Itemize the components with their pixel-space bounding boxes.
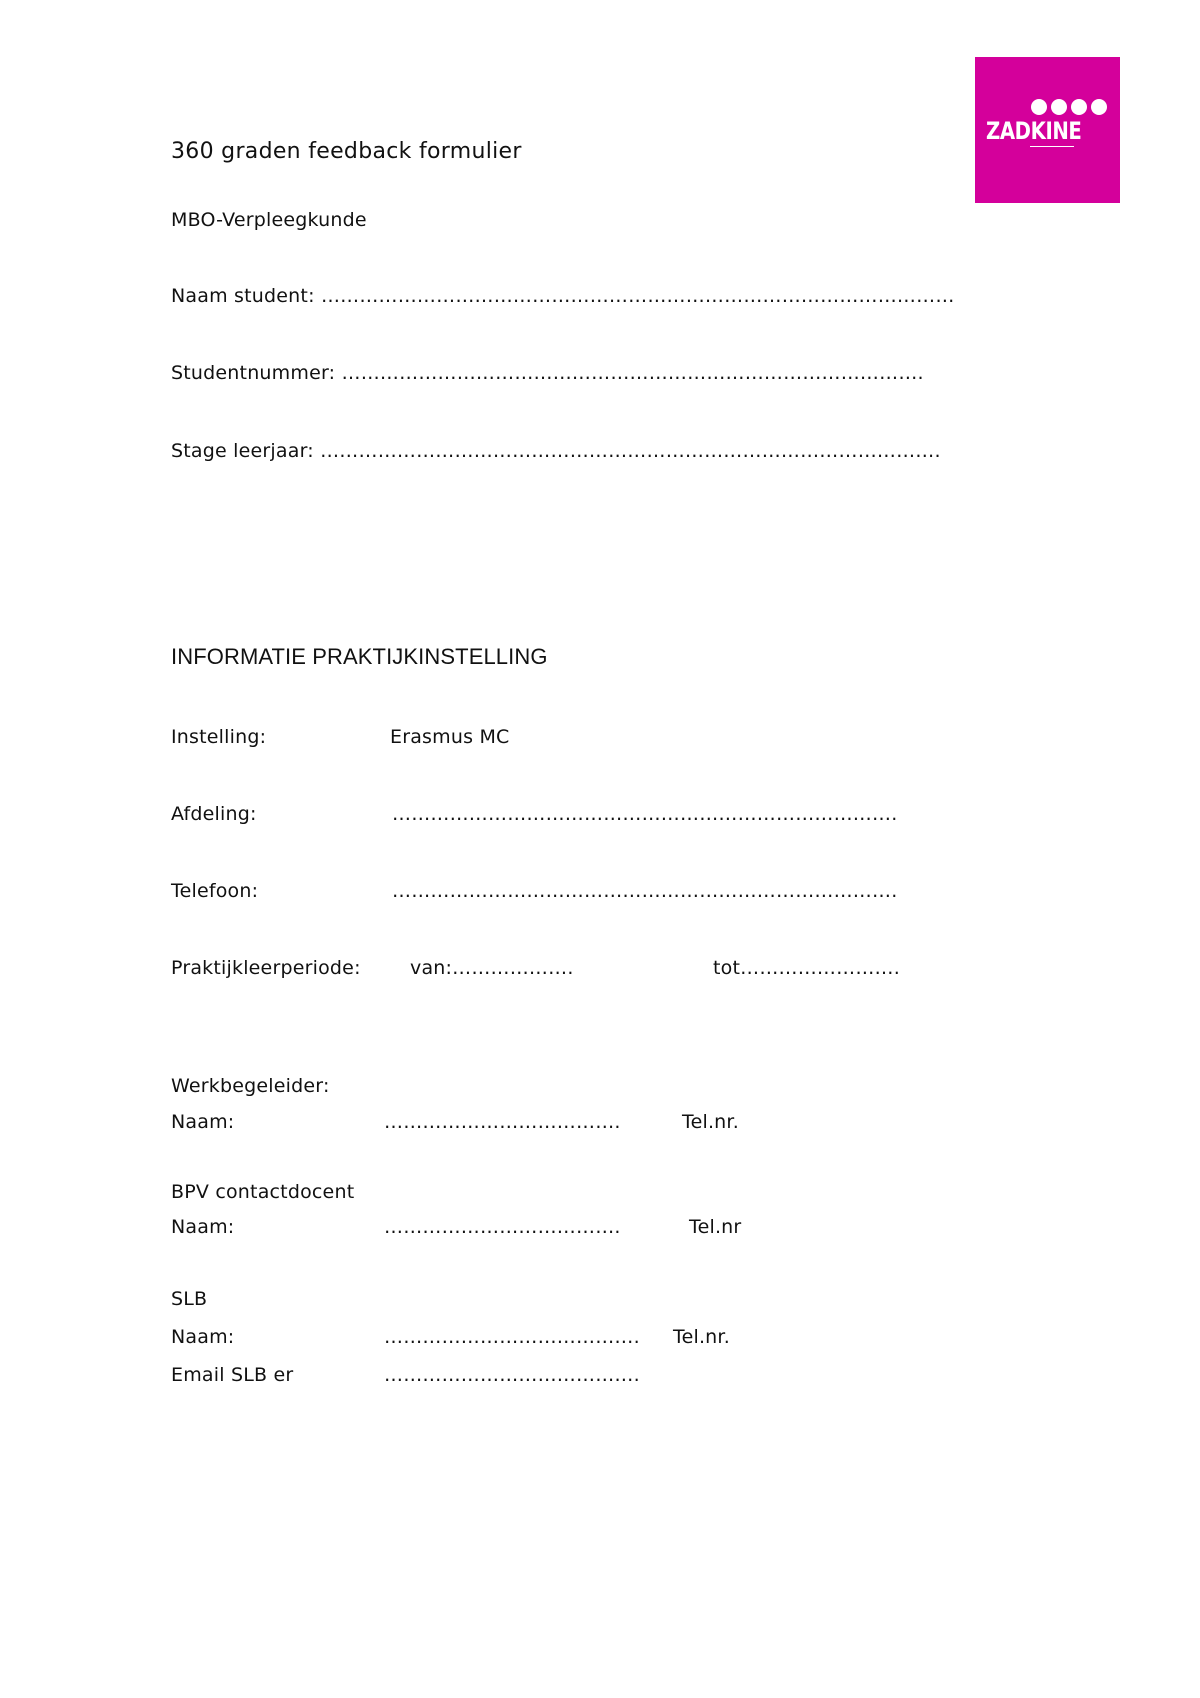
logo-underline [1030,146,1074,147]
section-heading: INFORMATIE PRAKTIJKINSTELLING [171,644,548,669]
zadkine-logo [975,57,1120,203]
werkbegeleider-naam-dots[interactable]: ………………………………. [384,1111,621,1133]
periode-van[interactable]: van:………………. [410,957,574,979]
instelling-label: Instelling: [171,726,267,748]
werkbegeleider-tel: Tel.nr. [682,1111,739,1133]
werkbegeleider-heading: Werkbegeleider: [171,1075,330,1097]
telefoon-dots[interactable]: ……………………………………………………………………. [392,880,898,902]
field-label: Studentnummer: [171,362,336,384]
logo-dot [1091,99,1107,115]
logo-text: ZADKINE [986,117,1082,145]
student-name-field[interactable] [171,285,955,307]
bpv-naam-dots[interactable]: ………………………………. [384,1216,621,1238]
fill-in-dots: ………………………………………………………………………………. [341,362,924,384]
document-subtitle: MBO-Verpleegkunde [171,209,367,231]
afdeling-label: Afdeling: [171,803,257,825]
instelling-value: Erasmus MC [390,726,510,748]
bpv-naam-label: Naam: [171,1216,235,1238]
afdeling-dots[interactable]: ……………………………………………………………………. [392,803,898,825]
slb-naam-label: Naam: [171,1326,235,1348]
periode-tot[interactable]: tot……………………. [713,957,900,979]
bpv-heading: BPV contactdocent [171,1181,355,1203]
logo-dot [1051,99,1067,115]
fill-in-dots: ……………………………………………………………………………………… [320,285,955,307]
slb-email-label: Email SLB er [171,1364,294,1386]
slb-heading: SLB [171,1288,208,1310]
periode-label: Praktijkleerperiode: [171,957,361,979]
document-title: 360 graden feedback formulier [171,139,522,164]
slb-email-dots[interactable]: …………………………………. [384,1364,640,1386]
slb-tel: Tel.nr. [673,1326,730,1348]
stage-year-field[interactable] [171,440,941,462]
fill-in-dots: ……………………………………………………………………………………. [320,440,941,462]
student-number-field[interactable] [171,362,924,384]
bpv-tel: Tel.nr [689,1216,742,1238]
telefoon-label: Telefoon: [171,880,259,902]
field-label: Naam student: [171,285,315,307]
logo-dot [1071,99,1087,115]
slb-naam-dots[interactable]: …………………………………. [384,1326,640,1348]
logo-dots [1031,99,1107,115]
field-label: Stage leerjaar: [171,440,314,462]
logo-dot [1031,99,1047,115]
werkbegeleider-naam-label: Naam: [171,1111,235,1133]
